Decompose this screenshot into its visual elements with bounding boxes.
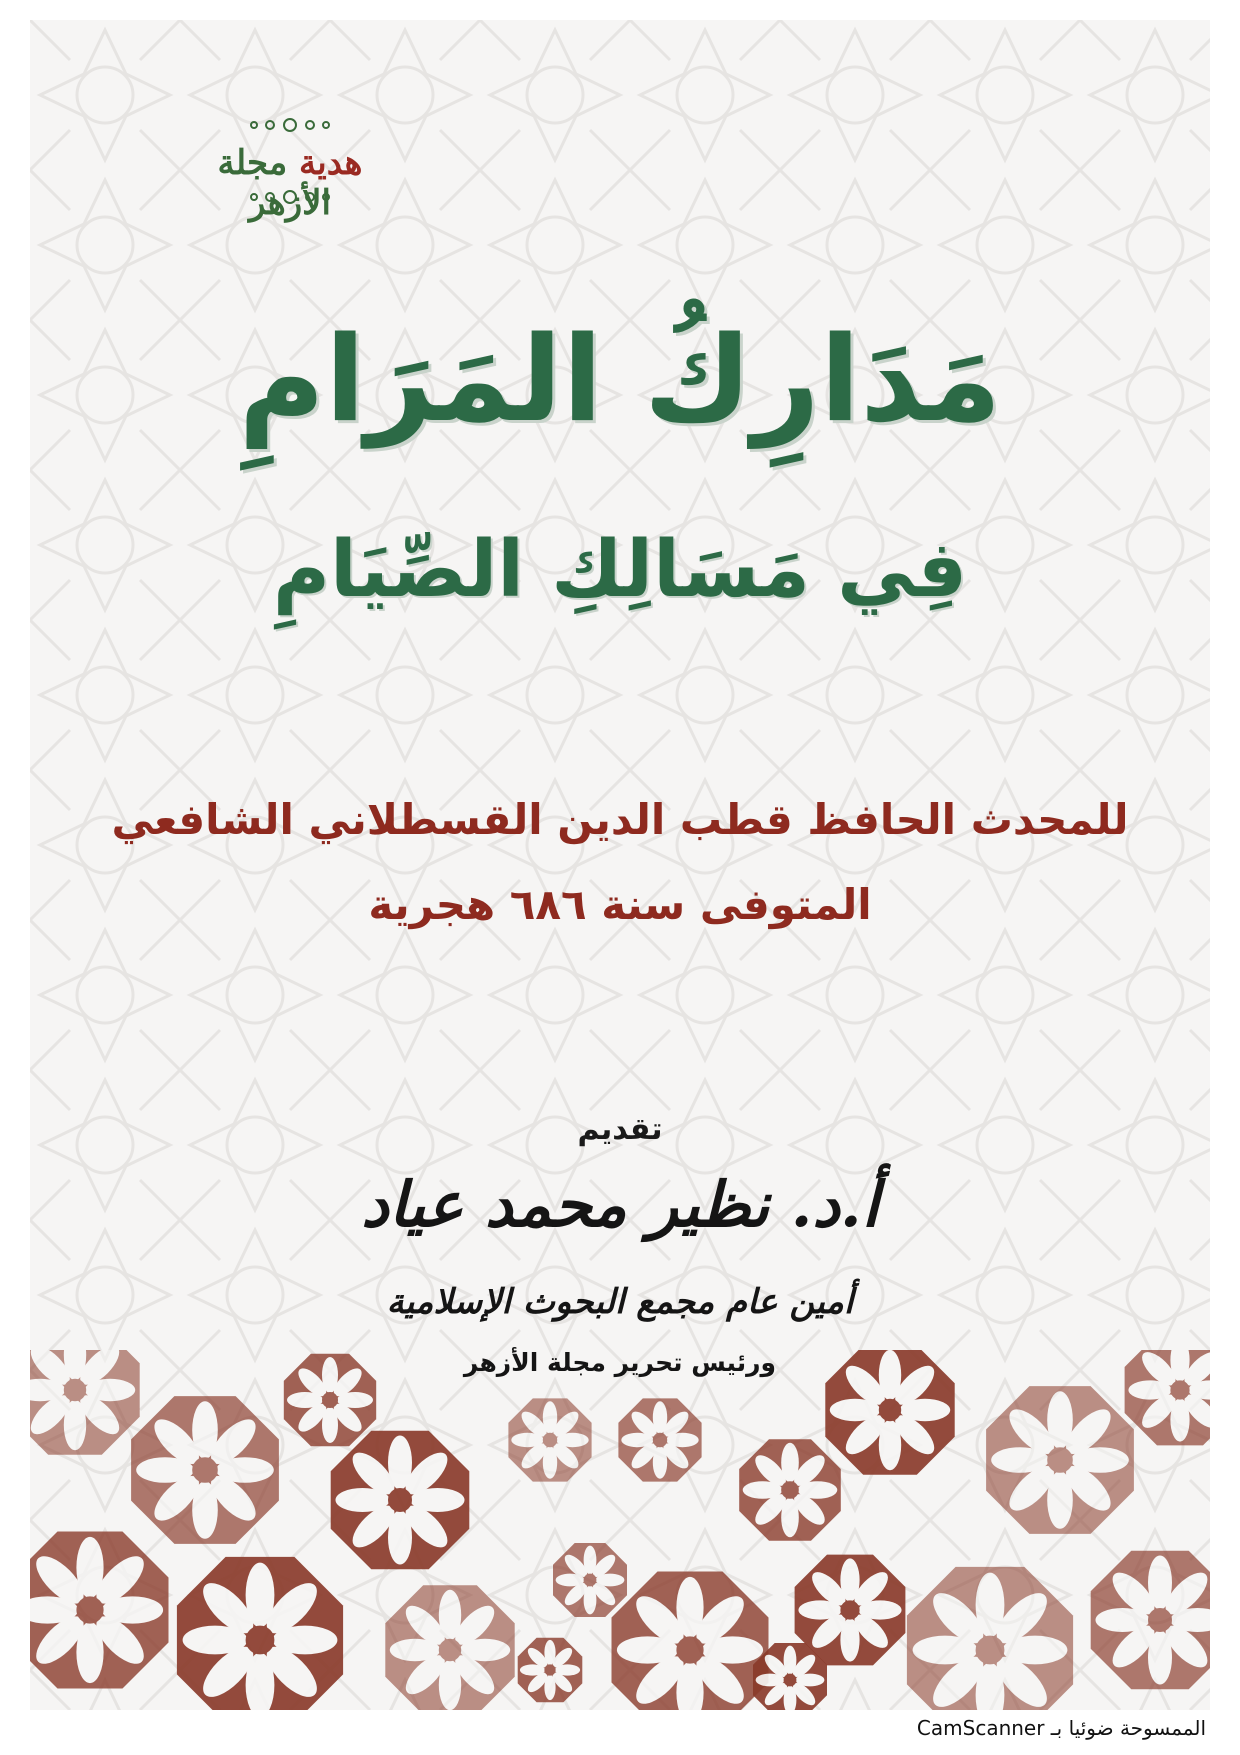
- rosette-ornament: [618, 1398, 701, 1481]
- badge-word-gift: هدية: [299, 143, 363, 183]
- introducer-role: أمين عام مجمع البحوث الإسلامية: [386, 1282, 854, 1322]
- floral-ornament-icon: [230, 115, 350, 135]
- rosette-ornament: [177, 1557, 343, 1710]
- rosette-ornament: [1091, 1551, 1210, 1690]
- rosette-ornament: [131, 1396, 279, 1544]
- rosette-ornament: [518, 1638, 583, 1703]
- islamic-rosette-pattern: [30, 1350, 1210, 1710]
- author-death-date: المتوفى سنة ٦٨٦ هجرية: [368, 880, 872, 929]
- rosette-ornament: [986, 1386, 1134, 1534]
- rosette-ornament: [739, 1439, 841, 1541]
- floral-ornament-icon: [230, 187, 350, 207]
- book-title: مَدَارِكُ المَرَامِ: [238, 310, 1002, 448]
- book-subtitle: فِي مَسَالِكِ الصِّيَامِ: [272, 525, 968, 615]
- book-cover: [30, 20, 1210, 1710]
- introduction-label: تقديم: [577, 1112, 663, 1147]
- introducer-role-secondary: ورئيس تحرير مجلة الأزهر: [463, 1348, 777, 1377]
- rosette-ornament: [1125, 1350, 1210, 1445]
- rosette-ornament: [907, 1567, 1073, 1710]
- badge-label: [180, 143, 400, 223]
- rosette-ornament: [331, 1431, 470, 1570]
- publisher-badge: [180, 115, 400, 223]
- rosette-ornament: [508, 1398, 591, 1481]
- rosette-ornament: [284, 1354, 376, 1446]
- rosette-ornament: [385, 1585, 514, 1710]
- rosette-ornament: [30, 1532, 169, 1689]
- scanner-watermark: الممسوحة ضوئيا بـ CamScanner: [916, 1716, 1206, 1740]
- badge-word-magazine: مجلة الأزهر: [217, 143, 331, 223]
- rosette-ornament: [825, 1350, 954, 1475]
- rosette-ornament: [30, 1350, 140, 1455]
- rosette-ornament: [612, 1572, 769, 1711]
- introducer-name: أ.د. نظير محمد عياد: [361, 1168, 879, 1241]
- rosette-ornament: [795, 1555, 906, 1666]
- author-line: للمحدث الحافظ قطب الدين القسطلاني الشافعي: [111, 795, 1129, 844]
- rosette-ornament: [553, 1543, 627, 1617]
